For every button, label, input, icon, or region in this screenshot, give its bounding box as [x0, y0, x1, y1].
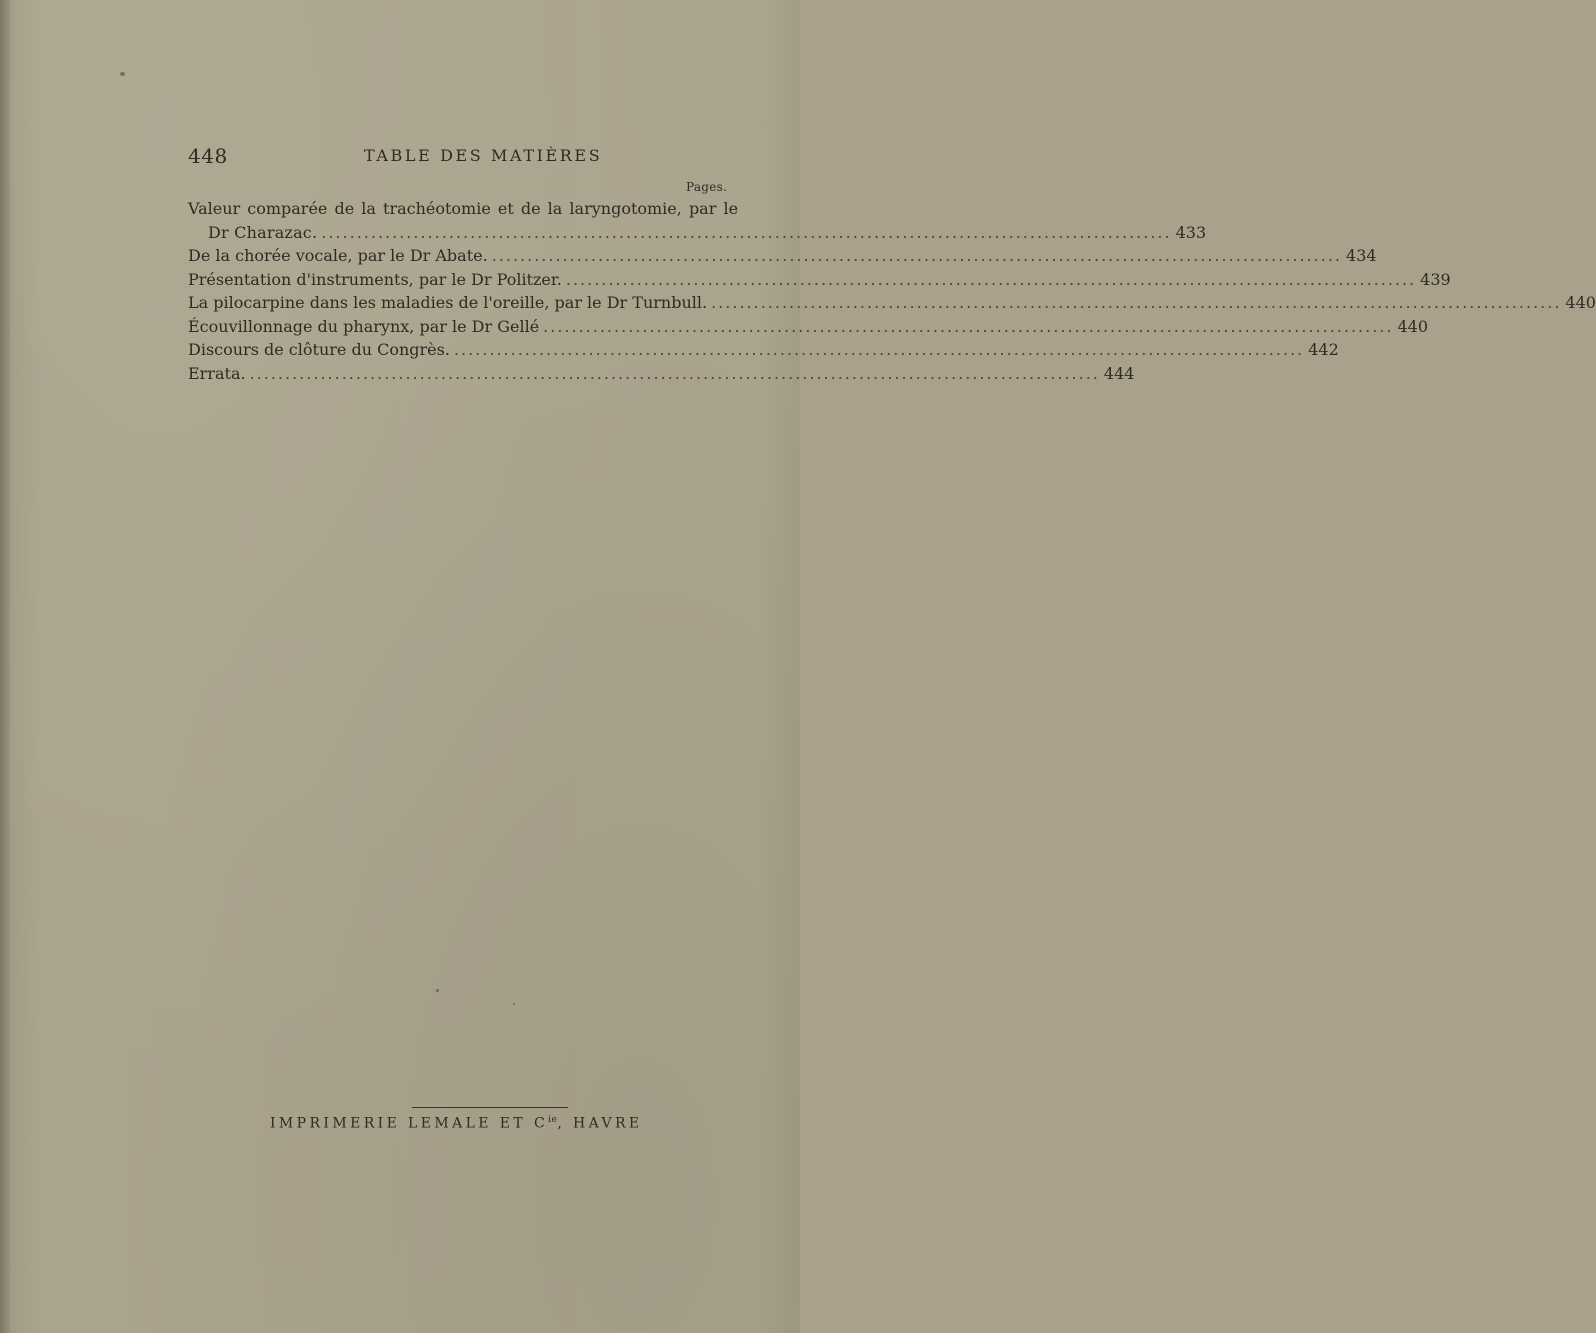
toc-entry-title: La pilocarpine dans les maladies de l'oreille, par le Dr Turnbull. [188, 293, 708, 312]
paper-speck [513, 1003, 515, 1005]
toc-entry [188, 244, 1377, 268]
running-head [188, 144, 708, 168]
toc-page-number: 434 [1346, 246, 1377, 265]
dot-leader [250, 362, 1100, 386]
toc-page-number: 442 [1308, 340, 1339, 359]
page-edge [0, 0, 10, 1333]
toc-entry [188, 291, 1596, 315]
toc-page-number: 440 [1397, 316, 1429, 336]
toc-entry-title: Présentation d'instruments, par le Dr Politzer. [188, 269, 562, 289]
dot-leader [454, 338, 1304, 362]
dot-leader [711, 291, 1561, 315]
toc-entry-title: Errata. [188, 363, 246, 383]
pages-column-label: Pages. [686, 180, 728, 194]
imprint-superscript: ie [548, 1115, 558, 1125]
toc-page-number: 439 [1420, 269, 1451, 289]
toc-entry [188, 315, 1429, 339]
toc-entry [188, 268, 1451, 292]
printer-imprint [270, 1115, 690, 1132]
dot-leader [543, 315, 1393, 339]
paper-speck [436, 989, 439, 992]
dot-leader [566, 268, 1416, 292]
toc-entry [188, 362, 1135, 386]
page-number: 448 [188, 144, 228, 168]
imprint-tail: , HAVRE [557, 1115, 643, 1132]
toc-entry [188, 197, 1207, 244]
toc-entry-title: De la chorée vocale, par le Dr Abate. [188, 246, 488, 265]
toc-entry-first-line: Valeur comparée de la trachéotomie et de la laryngotomie, par le [188, 199, 739, 218]
imprint-main: IMPRIMERIE LEMALE ET C [270, 1115, 549, 1132]
toc-page-number: 444 [1103, 363, 1135, 383]
toc-entry [188, 338, 1339, 362]
dot-leader [492, 244, 1342, 268]
toc-entry-title: Écouvillonnage du pharynx, par le Dr Gellé [188, 316, 540, 336]
table-of-contents [188, 197, 1596, 385]
paper-speck [120, 72, 125, 76]
imprint-rule [412, 1107, 568, 1108]
toc-page-number: 433 [1175, 222, 1207, 242]
toc-page-number: 440 [1565, 293, 1596, 312]
toc-entry-continuation: Dr Charazac. [208, 222, 318, 242]
toc-entry-title: Discours de clôture du Congrès. [188, 340, 450, 359]
dot-leader [321, 221, 1171, 245]
header-title: TABLE DES MATIÈRES [364, 146, 603, 165]
